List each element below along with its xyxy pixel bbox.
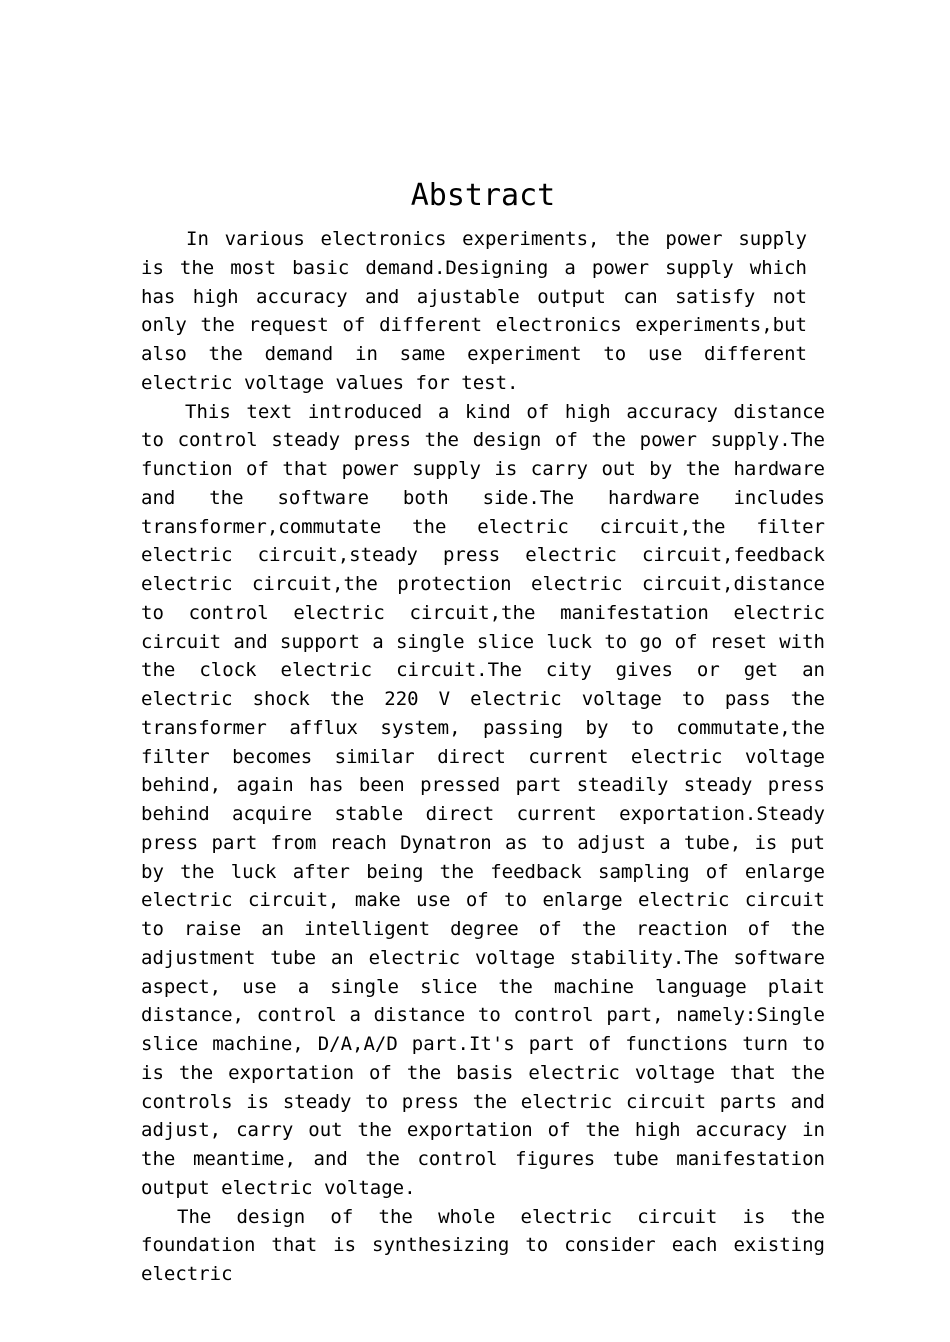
abstract-paragraph-1: In various electronics experiments, the power supply is the most basic demand.Designing a power supply which has high accuracy and ajustable output can satisfy not only the request of different electronics experiments,but also the demand in same experiment to use different electric voltage values for test. bbox=[141, 228, 807, 394]
abstract-paragraph-3: The design of the whole electric circuit is the foundation that is synthesizing to consider each existing electric bbox=[141, 1205, 825, 1285]
abstract-body bbox=[141, 225, 825, 1289]
abstract-paragraph-2: This text introduced a kind of high accuracy distance to control steady press the design of the power supply.The function of that power supply is carry out by the hardware and the software both side.The hardware includes transformer,commutate the electric circuit,the filter electric circuit,steady press electric circuit,feedback electric circuit,the protection electric circuit,distance to control electric circuit,the manifestation electric circuit and support a single slice luck to go of reset with the clock electric circuit.The city gives or get an electric shock the 220 V electric voltage to pass the transformer afflux system, passing by to commutate,the filter becomes similar direct current electric voltage behind, again has been pressed part steadily steady press behind acquire stable direct current exportation.Steady press part from reach Dynatron as to adjust a tube, is put by the luck after being the feedback sampling of enlarge electric circuit, make use of to enlarge electric circuit to raise an intelligent degree of the reaction of the adjustment tube an electric voltage stability.The software aspect, use a single slice the machine language plait distance, control a distance to control part, namely:Single slice machine, D/A,A/D part.It's part of functions turn to is the exportation of the basis electric voltage that the controls is steady to press the electric circuit parts and adjust, carry out the exportation of the high accuracy in the meantime, and the control figures tube manifestation output electric voltage. bbox=[141, 400, 825, 1199]
page-title: Abstract bbox=[410, 178, 556, 213]
